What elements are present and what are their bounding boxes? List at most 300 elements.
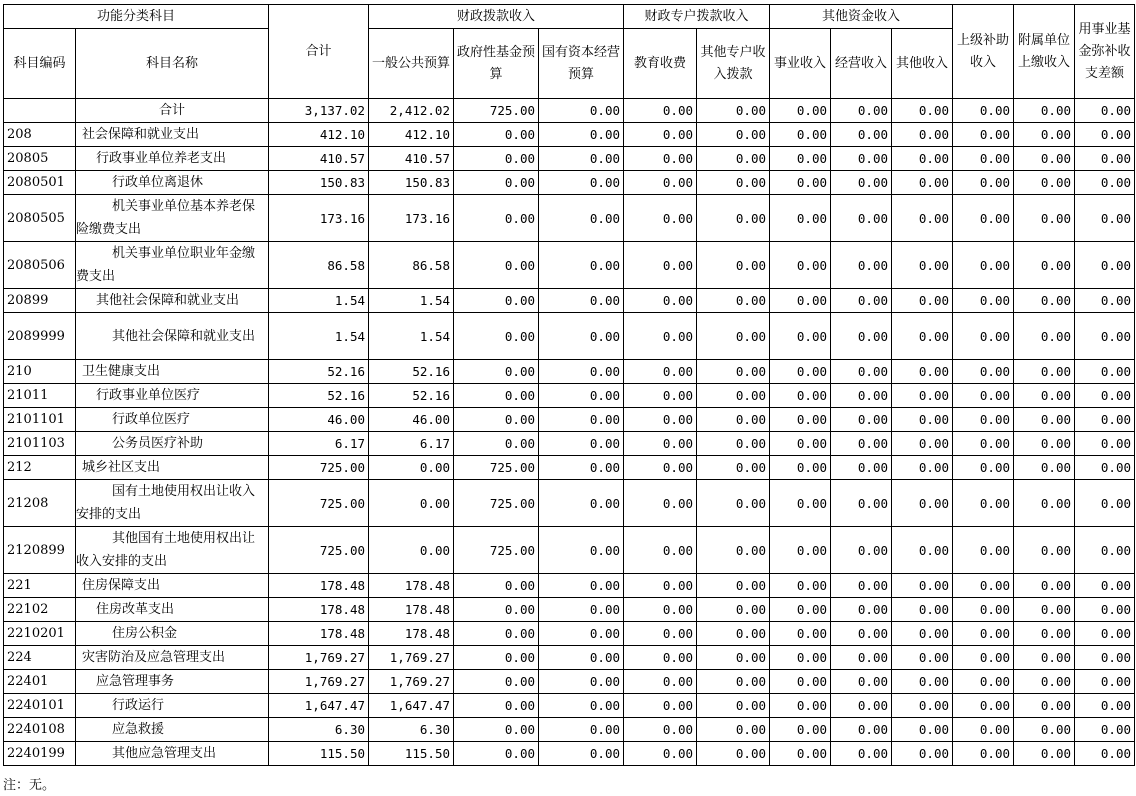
row-business-income: 0.00 [770, 195, 831, 242]
row-name: 国有土地使用权出让收入安排的支出 [76, 480, 269, 527]
row-fund-balance: 0.00 [1075, 670, 1135, 694]
row-other-income: 0.00 [892, 718, 953, 742]
row-superior-subsidy: 0.00 [953, 147, 1014, 171]
row-code: 2120899 [4, 527, 76, 574]
row-code: 2080501 [4, 171, 76, 195]
row-education-fees: 0.00 [624, 99, 697, 123]
row-operating-income: 0.00 [831, 171, 892, 195]
header-name: 科目名称 [76, 29, 269, 99]
row-operating-income: 0.00 [831, 646, 892, 670]
row-affiliated-income: 0.00 [1014, 360, 1075, 384]
row-education-fees: 0.00 [624, 242, 697, 289]
row-state-capital: 0.00 [539, 313, 624, 360]
row-gov-fund-budget: 0.00 [454, 242, 539, 289]
row-state-capital: 0.00 [539, 742, 624, 766]
row-other-special-alloc: 0.00 [697, 99, 770, 123]
row-operating-income: 0.00 [831, 574, 892, 598]
row-other-special-alloc: 0.00 [697, 147, 770, 171]
row-general-budget: 1,769.27 [369, 670, 454, 694]
budget-income-table [3, 4, 1135, 766]
table-row [4, 527, 1135, 574]
row-gov-fund-budget: 0.00 [454, 598, 539, 622]
table-row [4, 289, 1135, 313]
row-operating-income: 0.00 [831, 289, 892, 313]
row-fund-balance: 0.00 [1075, 622, 1135, 646]
row-general-budget: 178.48 [369, 598, 454, 622]
row-general-budget: 52.16 [369, 384, 454, 408]
row-fund-balance: 0.00 [1075, 718, 1135, 742]
row-total: 52.16 [269, 384, 369, 408]
row-state-capital: 0.00 [539, 694, 624, 718]
row-other-special-alloc: 0.00 [697, 718, 770, 742]
row-name: 行政单位医疗 [76, 408, 269, 432]
row-operating-income: 0.00 [831, 622, 892, 646]
row-operating-income: 0.00 [831, 384, 892, 408]
row-fund-balance: 0.00 [1075, 480, 1135, 527]
row-other-special-alloc: 0.00 [697, 195, 770, 242]
row-other-income: 0.00 [892, 670, 953, 694]
row-fund-balance: 0.00 [1075, 171, 1135, 195]
row-superior-subsidy: 0.00 [953, 195, 1014, 242]
row-superior-subsidy: 0.00 [953, 646, 1014, 670]
row-education-fees: 0.00 [624, 432, 697, 456]
header-gov-fund-budget: 政府性基金预算 [454, 29, 539, 99]
row-name: 其他国有土地使用权出让收入安排的支出 [76, 527, 269, 574]
row-fund-balance: 0.00 [1075, 147, 1135, 171]
row-fund-balance: 0.00 [1075, 432, 1135, 456]
header-fiscal-allocation: 财政拨款收入 [369, 5, 624, 29]
row-education-fees: 0.00 [624, 527, 697, 574]
row-total: 6.30 [269, 718, 369, 742]
row-general-budget: 173.16 [369, 195, 454, 242]
header-operating-income: 经营收入 [831, 29, 892, 99]
row-state-capital: 0.00 [539, 360, 624, 384]
row-business-income: 0.00 [770, 123, 831, 147]
row-business-income: 0.00 [770, 289, 831, 313]
row-affiliated-income: 0.00 [1014, 384, 1075, 408]
row-state-capital: 0.00 [539, 622, 624, 646]
table-row [4, 670, 1135, 694]
row-operating-income: 0.00 [831, 360, 892, 384]
row-affiliated-income: 0.00 [1014, 598, 1075, 622]
row-gov-fund-budget: 0.00 [454, 742, 539, 766]
row-operating-income: 0.00 [831, 123, 892, 147]
row-general-budget: 410.57 [369, 147, 454, 171]
row-other-income: 0.00 [892, 289, 953, 313]
row-fund-balance: 0.00 [1075, 195, 1135, 242]
table-row [4, 622, 1135, 646]
row-gov-fund-budget: 725.00 [454, 99, 539, 123]
row-name: 住房改革支出 [76, 598, 269, 622]
row-operating-income: 0.00 [831, 480, 892, 527]
row-total: 1,769.27 [269, 646, 369, 670]
row-business-income: 0.00 [770, 527, 831, 574]
row-code: 212 [4, 456, 76, 480]
row-superior-subsidy: 0.00 [953, 742, 1014, 766]
row-state-capital: 0.00 [539, 99, 624, 123]
row-total: 115.50 [269, 742, 369, 766]
table-row [4, 360, 1135, 384]
row-code: 20899 [4, 289, 76, 313]
row-other-special-alloc: 0.00 [697, 456, 770, 480]
row-education-fees: 0.00 [624, 313, 697, 360]
table-row [4, 123, 1135, 147]
row-name: 其他社会保障和就业支出 [76, 313, 269, 360]
row-other-special-alloc: 0.00 [697, 408, 770, 432]
row-other-income: 0.00 [892, 408, 953, 432]
row-other-special-alloc: 0.00 [697, 598, 770, 622]
row-affiliated-income: 0.00 [1014, 480, 1075, 527]
row-superior-subsidy: 0.00 [953, 480, 1014, 527]
row-other-income: 0.00 [892, 147, 953, 171]
row-general-budget: 115.50 [369, 742, 454, 766]
row-education-fees: 0.00 [624, 123, 697, 147]
row-state-capital: 0.00 [539, 432, 624, 456]
header-general-budget: 一般公共预算 [369, 29, 454, 99]
table-row [4, 242, 1135, 289]
row-name: 应急管理事务 [76, 670, 269, 694]
row-code: 2080505 [4, 195, 76, 242]
row-operating-income: 0.00 [831, 456, 892, 480]
row-gov-fund-budget: 0.00 [454, 360, 539, 384]
row-name: 城乡社区支出 [76, 456, 269, 480]
row-code: 2240101 [4, 694, 76, 718]
row-code: 224 [4, 646, 76, 670]
row-total: 410.57 [269, 147, 369, 171]
row-business-income: 0.00 [770, 432, 831, 456]
row-fund-balance: 0.00 [1075, 99, 1135, 123]
row-code: 2089999 [4, 313, 76, 360]
row-total: 46.00 [269, 408, 369, 432]
row-affiliated-income: 0.00 [1014, 742, 1075, 766]
row-fund-balance: 0.00 [1075, 360, 1135, 384]
row-superior-subsidy: 0.00 [953, 598, 1014, 622]
row-fund-balance: 0.00 [1075, 123, 1135, 147]
row-gov-fund-budget: 0.00 [454, 622, 539, 646]
row-total: 6.17 [269, 432, 369, 456]
row-gov-fund-budget: 0.00 [454, 384, 539, 408]
row-affiliated-income: 0.00 [1014, 670, 1075, 694]
row-fund-balance: 0.00 [1075, 694, 1135, 718]
header-other-special-alloc: 其他专户收入拨款 [697, 29, 770, 99]
row-education-fees: 0.00 [624, 646, 697, 670]
row-code: 2210201 [4, 622, 76, 646]
row-other-special-alloc: 0.00 [697, 384, 770, 408]
row-superior-subsidy: 0.00 [953, 123, 1014, 147]
row-business-income: 0.00 [770, 670, 831, 694]
row-total: 150.83 [269, 171, 369, 195]
row-state-capital: 0.00 [539, 171, 624, 195]
row-other-special-alloc: 0.00 [697, 574, 770, 598]
row-education-fees: 0.00 [624, 360, 697, 384]
row-affiliated-income: 0.00 [1014, 99, 1075, 123]
row-superior-subsidy: 0.00 [953, 694, 1014, 718]
table-row [4, 480, 1135, 527]
row-affiliated-income: 0.00 [1014, 123, 1075, 147]
header-fund-balance: 用事业基金弥补收支差额 [1075, 5, 1135, 99]
row-state-capital: 0.00 [539, 408, 624, 432]
row-code: 21011 [4, 384, 76, 408]
row-other-income: 0.00 [892, 622, 953, 646]
row-fund-balance: 0.00 [1075, 527, 1135, 574]
row-code: 208 [4, 123, 76, 147]
row-operating-income: 0.00 [831, 313, 892, 360]
row-name: 应急救援 [76, 718, 269, 742]
row-name: 行政运行 [76, 694, 269, 718]
row-other-income: 0.00 [892, 694, 953, 718]
row-name: 住房保障支出 [76, 574, 269, 598]
row-business-income: 0.00 [770, 718, 831, 742]
row-general-budget: 52.16 [369, 360, 454, 384]
row-business-income: 0.00 [770, 408, 831, 432]
row-gov-fund-budget: 0.00 [454, 718, 539, 742]
row-name: 其他应急管理支出 [76, 742, 269, 766]
row-other-special-alloc: 0.00 [697, 313, 770, 360]
row-affiliated-income: 0.00 [1014, 195, 1075, 242]
row-business-income: 0.00 [770, 574, 831, 598]
row-name: 其他社会保障和就业支出 [76, 289, 269, 313]
row-name: 行政事业单位医疗 [76, 384, 269, 408]
row-business-income: 0.00 [770, 99, 831, 123]
row-business-income: 0.00 [770, 598, 831, 622]
row-state-capital: 0.00 [539, 718, 624, 742]
row-other-special-alloc: 0.00 [697, 360, 770, 384]
row-gov-fund-budget: 0.00 [454, 646, 539, 670]
table-row [4, 147, 1135, 171]
row-superior-subsidy: 0.00 [953, 408, 1014, 432]
table-row [4, 432, 1135, 456]
row-gov-fund-budget: 0.00 [454, 289, 539, 313]
header-code: 科目编码 [4, 29, 76, 99]
row-business-income: 0.00 [770, 384, 831, 408]
row-total: 725.00 [269, 480, 369, 527]
header-superior-subsidy: 上级补助收入 [953, 5, 1014, 99]
row-operating-income: 0.00 [831, 670, 892, 694]
row-superior-subsidy: 0.00 [953, 384, 1014, 408]
row-total: 412.10 [269, 123, 369, 147]
row-education-fees: 0.00 [624, 694, 697, 718]
row-total: 725.00 [269, 527, 369, 574]
row-education-fees: 0.00 [624, 289, 697, 313]
row-other-income: 0.00 [892, 123, 953, 147]
header-affiliated-income: 附属单位上缴收入 [1014, 5, 1075, 99]
row-other-special-alloc: 0.00 [697, 527, 770, 574]
row-state-capital: 0.00 [539, 384, 624, 408]
table-body [4, 99, 1135, 766]
header-other-funds: 其他资金收入 [770, 5, 953, 29]
row-state-capital: 0.00 [539, 242, 624, 289]
row-state-capital: 0.00 [539, 598, 624, 622]
row-other-income: 0.00 [892, 195, 953, 242]
table-row [4, 742, 1135, 766]
row-name: 行政单位离退休 [76, 171, 269, 195]
row-general-budget: 2,412.02 [369, 99, 454, 123]
row-state-capital: 0.00 [539, 574, 624, 598]
row-name: 社会保障和就业支出 [76, 123, 269, 147]
row-general-budget: 178.48 [369, 574, 454, 598]
table-row [4, 646, 1135, 670]
row-other-special-alloc: 0.00 [697, 432, 770, 456]
row-code: 20805 [4, 147, 76, 171]
table-row [4, 408, 1135, 432]
row-business-income: 0.00 [770, 694, 831, 718]
row-code [4, 99, 76, 123]
row-name: 机关事业单位基本养老保险缴费支出 [76, 195, 269, 242]
row-code: 2101101 [4, 408, 76, 432]
row-other-income: 0.00 [892, 99, 953, 123]
row-fund-balance: 0.00 [1075, 313, 1135, 360]
row-total: 1.54 [269, 313, 369, 360]
row-gov-fund-budget: 0.00 [454, 195, 539, 242]
row-total: 1,647.47 [269, 694, 369, 718]
header-fiscal-special: 财政专户拨款收入 [624, 5, 770, 29]
table-row [4, 718, 1135, 742]
row-superior-subsidy: 0.00 [953, 622, 1014, 646]
row-business-income: 0.00 [770, 147, 831, 171]
row-operating-income: 0.00 [831, 432, 892, 456]
row-gov-fund-budget: 0.00 [454, 313, 539, 360]
row-total: 178.48 [269, 574, 369, 598]
row-education-fees: 0.00 [624, 670, 697, 694]
header-business-income: 事业收入 [770, 29, 831, 99]
row-other-special-alloc: 0.00 [697, 242, 770, 289]
row-education-fees: 0.00 [624, 408, 697, 432]
row-name: 卫生健康支出 [76, 360, 269, 384]
row-affiliated-income: 0.00 [1014, 456, 1075, 480]
row-business-income: 0.00 [770, 242, 831, 289]
row-affiliated-income: 0.00 [1014, 242, 1075, 289]
table-row [4, 171, 1135, 195]
row-code: 221 [4, 574, 76, 598]
row-fund-balance: 0.00 [1075, 742, 1135, 766]
row-state-capital: 0.00 [539, 527, 624, 574]
row-business-income: 0.00 [770, 622, 831, 646]
row-affiliated-income: 0.00 [1014, 408, 1075, 432]
header-education-fees: 教育收费 [624, 29, 697, 99]
row-general-budget: 46.00 [369, 408, 454, 432]
row-fund-balance: 0.00 [1075, 384, 1135, 408]
row-other-income: 0.00 [892, 598, 953, 622]
table-row [4, 195, 1135, 242]
row-state-capital: 0.00 [539, 480, 624, 527]
row-other-special-alloc: 0.00 [697, 622, 770, 646]
row-superior-subsidy: 0.00 [953, 313, 1014, 360]
row-business-income: 0.00 [770, 646, 831, 670]
row-fund-balance: 0.00 [1075, 598, 1135, 622]
row-name: 合计 [76, 99, 269, 123]
row-affiliated-income: 0.00 [1014, 289, 1075, 313]
row-affiliated-income: 0.00 [1014, 694, 1075, 718]
row-name: 灾害防治及应急管理支出 [76, 646, 269, 670]
row-superior-subsidy: 0.00 [953, 574, 1014, 598]
row-gov-fund-budget: 725.00 [454, 456, 539, 480]
row-other-special-alloc: 0.00 [697, 742, 770, 766]
row-other-income: 0.00 [892, 432, 953, 456]
row-gov-fund-budget: 0.00 [454, 123, 539, 147]
table-row [4, 574, 1135, 598]
row-code: 2080506 [4, 242, 76, 289]
row-code: 2101103 [4, 432, 76, 456]
row-state-capital: 0.00 [539, 289, 624, 313]
row-affiliated-income: 0.00 [1014, 432, 1075, 456]
row-education-fees: 0.00 [624, 456, 697, 480]
row-operating-income: 0.00 [831, 718, 892, 742]
row-operating-income: 0.00 [831, 195, 892, 242]
row-total: 1,769.27 [269, 670, 369, 694]
row-other-special-alloc: 0.00 [697, 171, 770, 195]
row-affiliated-income: 0.00 [1014, 622, 1075, 646]
row-other-income: 0.00 [892, 171, 953, 195]
row-operating-income: 0.00 [831, 598, 892, 622]
row-fund-balance: 0.00 [1075, 646, 1135, 670]
row-other-income: 0.00 [892, 360, 953, 384]
row-gov-fund-budget: 0.00 [454, 408, 539, 432]
row-general-budget: 1.54 [369, 313, 454, 360]
row-fund-balance: 0.00 [1075, 289, 1135, 313]
row-affiliated-income: 0.00 [1014, 646, 1075, 670]
row-business-income: 0.00 [770, 480, 831, 527]
row-state-capital: 0.00 [539, 147, 624, 171]
row-general-budget: 0.00 [369, 527, 454, 574]
header-total: 合计 [269, 5, 369, 99]
row-fund-balance: 0.00 [1075, 574, 1135, 598]
row-affiliated-income: 0.00 [1014, 574, 1075, 598]
row-gov-fund-budget: 0.00 [454, 574, 539, 598]
row-name: 公务员医疗补助 [76, 432, 269, 456]
row-gov-fund-budget: 725.00 [454, 480, 539, 527]
row-gov-fund-budget: 0.00 [454, 694, 539, 718]
row-education-fees: 0.00 [624, 384, 697, 408]
row-general-budget: 6.30 [369, 718, 454, 742]
row-gov-fund-budget: 0.00 [454, 171, 539, 195]
row-other-income: 0.00 [892, 527, 953, 574]
row-total: 178.48 [269, 598, 369, 622]
row-code: 22102 [4, 598, 76, 622]
row-total: 86.58 [269, 242, 369, 289]
row-name: 住房公积金 [76, 622, 269, 646]
row-superior-subsidy: 0.00 [953, 360, 1014, 384]
row-gov-fund-budget: 725.00 [454, 527, 539, 574]
row-operating-income: 0.00 [831, 99, 892, 123]
header-state-capital-budget: 国有资本经营预算 [539, 29, 624, 99]
row-business-income: 0.00 [770, 313, 831, 360]
row-code: 22401 [4, 670, 76, 694]
row-superior-subsidy: 0.00 [953, 527, 1014, 574]
row-education-fees: 0.00 [624, 147, 697, 171]
row-other-income: 0.00 [892, 242, 953, 289]
row-operating-income: 0.00 [831, 527, 892, 574]
row-business-income: 0.00 [770, 456, 831, 480]
header-func-class: 功能分类科目 [4, 5, 269, 29]
row-code: 2240108 [4, 718, 76, 742]
row-other-income: 0.00 [892, 646, 953, 670]
row-other-income: 0.00 [892, 480, 953, 527]
row-fund-balance: 0.00 [1075, 242, 1135, 289]
row-affiliated-income: 0.00 [1014, 718, 1075, 742]
table-row [4, 456, 1135, 480]
row-affiliated-income: 0.00 [1014, 313, 1075, 360]
row-state-capital: 0.00 [539, 646, 624, 670]
row-general-budget: 0.00 [369, 456, 454, 480]
row-gov-fund-budget: 0.00 [454, 670, 539, 694]
row-other-income: 0.00 [892, 384, 953, 408]
header-other-income: 其他收入 [892, 29, 953, 99]
row-other-special-alloc: 0.00 [697, 123, 770, 147]
row-fund-balance: 0.00 [1075, 408, 1135, 432]
row-other-income: 0.00 [892, 742, 953, 766]
row-other-special-alloc: 0.00 [697, 289, 770, 313]
row-business-income: 0.00 [770, 360, 831, 384]
